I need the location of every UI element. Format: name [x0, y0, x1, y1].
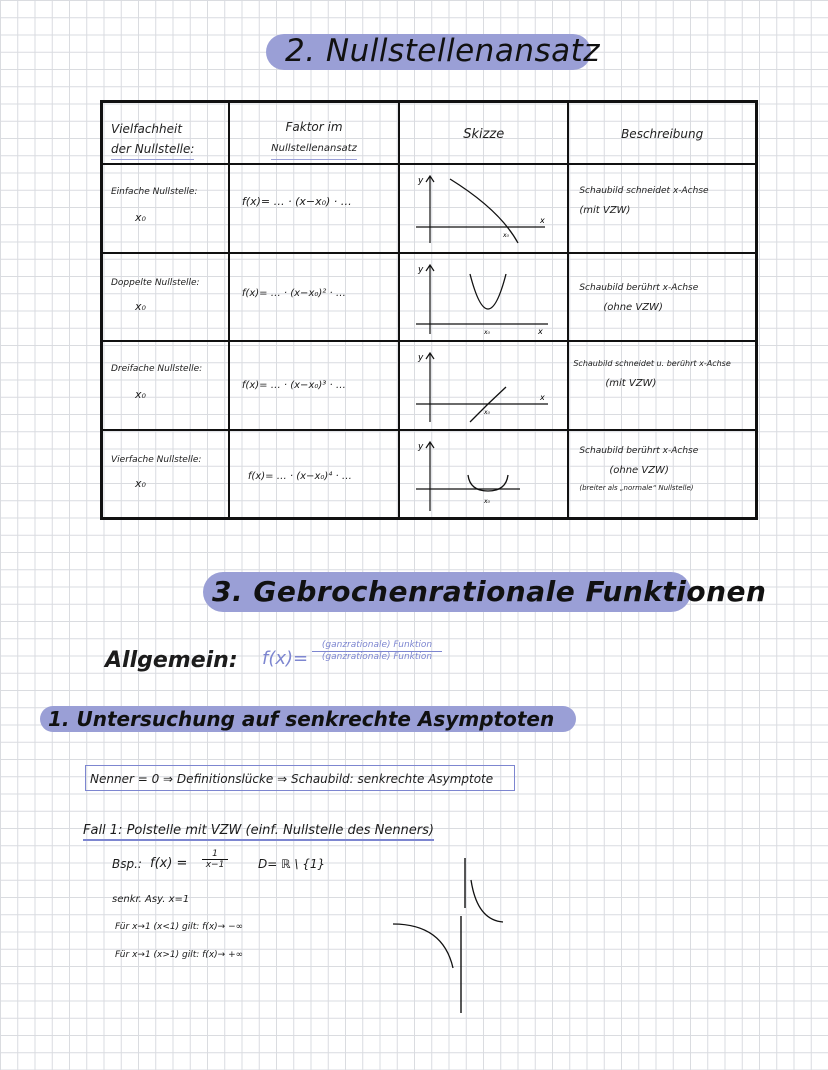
- section-2-title: 2. Nullstellenansatz: [285, 33, 601, 69]
- fraction-denominator: (ganzrationale) Funktion: [321, 652, 433, 662]
- sketch-x0-label: x₀: [484, 409, 491, 417]
- sketch-y-label: y: [418, 353, 424, 364]
- sketch-triple-root: [400, 342, 566, 426]
- row-name: Doppelte Nullstelle:: [111, 277, 200, 288]
- header-vielfachheit-line1: Vielfachheit: [111, 122, 183, 136]
- row-description: [573, 354, 730, 394]
- table-row: [102, 341, 757, 430]
- row-faktor: [229, 253, 399, 342]
- header-vielfachheit-line2: der Nullstelle:: [111, 139, 194, 160]
- row-faktor: [229, 430, 399, 519]
- allgemein-fraction: [312, 640, 442, 662]
- desc-line: (ohne VZW): [603, 301, 663, 313]
- desc-line: (mit VZW): [579, 204, 631, 216]
- row-name: Dreifache Nullstelle:: [111, 364, 203, 375]
- header-faktor: [229, 102, 399, 164]
- bsp-denominator: x−1: [205, 860, 225, 870]
- header-faktor-line1: Faktor im: [285, 120, 343, 134]
- nullstellen-table: [100, 100, 758, 520]
- sketch-quadruple-root: [400, 431, 566, 515]
- bsp-fraction: [202, 849, 228, 870]
- sketch-x-label: x: [540, 393, 545, 403]
- vertical-asymptote: senkr. Asy. x=1: [112, 894, 190, 905]
- bsp-function: f(x) =: [150, 856, 188, 871]
- row-vielfachheit: [102, 253, 229, 342]
- table-row: [102, 164, 757, 253]
- row-x0: x₀: [135, 299, 146, 313]
- row-beschreibung: [568, 164, 756, 253]
- table-row: [102, 430, 757, 519]
- sketch-x0-label: x₀: [503, 231, 510, 239]
- row-description: [579, 278, 698, 318]
- desc-line: Schaubild berührt x-Achse: [579, 282, 699, 293]
- row-beschreibung: [568, 253, 756, 342]
- row-vielfachheit: [102, 341, 229, 430]
- definition-box: Nenner = 0 ⇒ Definitionslücke ⇒ Schaubild: senkrechte Asymptote: [85, 765, 515, 791]
- allgemein-label: Allgemein:: [105, 648, 238, 673]
- row-description: [579, 441, 698, 495]
- row-vielfachheit: [102, 430, 229, 519]
- sketch-y-label: y: [418, 441, 424, 452]
- desc-line: Schaubild schneidet x-Achse: [579, 185, 709, 196]
- sketch-simple-root: [400, 165, 566, 249]
- desc-line: (mit VZW): [605, 378, 657, 390]
- row-x0: x₀: [135, 476, 146, 490]
- row-x0: x₀: [135, 210, 146, 224]
- row-skizze: [399, 430, 568, 519]
- row-beschreibung: [568, 341, 756, 430]
- header-faktor-line2: Nullstellenansatz: [271, 139, 357, 160]
- desc-line: (ohne VZW): [609, 464, 669, 476]
- limit-left: Für x→1 (x<1) gilt: f(x)→ −∞: [115, 922, 244, 932]
- row-skizze: [399, 341, 568, 430]
- row-factor: f(x)= … · (x−x₀) · …: [241, 194, 352, 208]
- section-3-title: 3. Gebrochenrationale Funktionen: [212, 575, 767, 608]
- header-skizze: [399, 102, 568, 164]
- row-faktor: [229, 164, 399, 253]
- row-beschreibung: [568, 430, 756, 519]
- sketch-double-root: [400, 254, 566, 338]
- row-name: Vierfache Nullstelle:: [111, 454, 202, 465]
- row-description: [579, 181, 708, 221]
- pole-sketch: [385, 858, 535, 1018]
- sketch-x0-label: x₀: [484, 328, 491, 336]
- allgemein-f: f(x)=: [262, 648, 309, 669]
- row-factor: f(x)= … · (x−x₀)³ · …: [241, 380, 346, 392]
- header-skizze-label: Skizze: [463, 127, 505, 142]
- row-factor: f(x)= … · (x−x₀)² · …: [241, 287, 346, 299]
- row-x0: x₀: [135, 388, 146, 402]
- sketch-x0-label: x₀: [484, 497, 491, 505]
- domain: D= ℝ \ {1}: [258, 857, 326, 871]
- table-row: [102, 253, 757, 342]
- table-header-row: [102, 102, 757, 164]
- subsection-1-title: 1. Untersuchung auf senkrechte Asymptoten: [48, 707, 555, 731]
- desc-line: (breiter als „normale“ Nullstelle): [579, 483, 694, 492]
- bsp-label: Bsp.:: [112, 857, 142, 871]
- row-skizze: [399, 164, 568, 253]
- desc-line: Schaubild berührt x-Achse: [579, 445, 699, 456]
- sketch-y-label: y: [418, 264, 424, 275]
- sketch-x-label: x: [538, 326, 543, 336]
- sketch-x-label: x: [540, 215, 545, 225]
- sketch-y-label: y: [418, 175, 424, 186]
- row-faktor: [229, 341, 399, 430]
- fall-1-title: Fall 1: Polstelle mit VZW (einf. Nullstelle des Nenners): [83, 823, 434, 841]
- bsp-numerator: 1: [202, 849, 228, 860]
- row-factor: f(x)= … · (x−x₀)⁴ · …: [247, 470, 352, 482]
- desc-line: Schaubild schneidet u. berührt x-Achse: [573, 359, 731, 369]
- limit-right: Für x→1 (x>1) gilt: f(x)→ +∞: [115, 950, 244, 960]
- row-name: Einfache Nullstelle:: [111, 186, 198, 197]
- fraction-numerator: (ganzrationale) Funktion: [312, 640, 442, 652]
- row-skizze: [399, 253, 568, 342]
- header-beschreibung: [568, 102, 756, 164]
- header-beschreibung-label: Beschreibung: [621, 127, 704, 141]
- header-vielfachheit: [102, 102, 229, 164]
- row-vielfachheit: [102, 164, 229, 253]
